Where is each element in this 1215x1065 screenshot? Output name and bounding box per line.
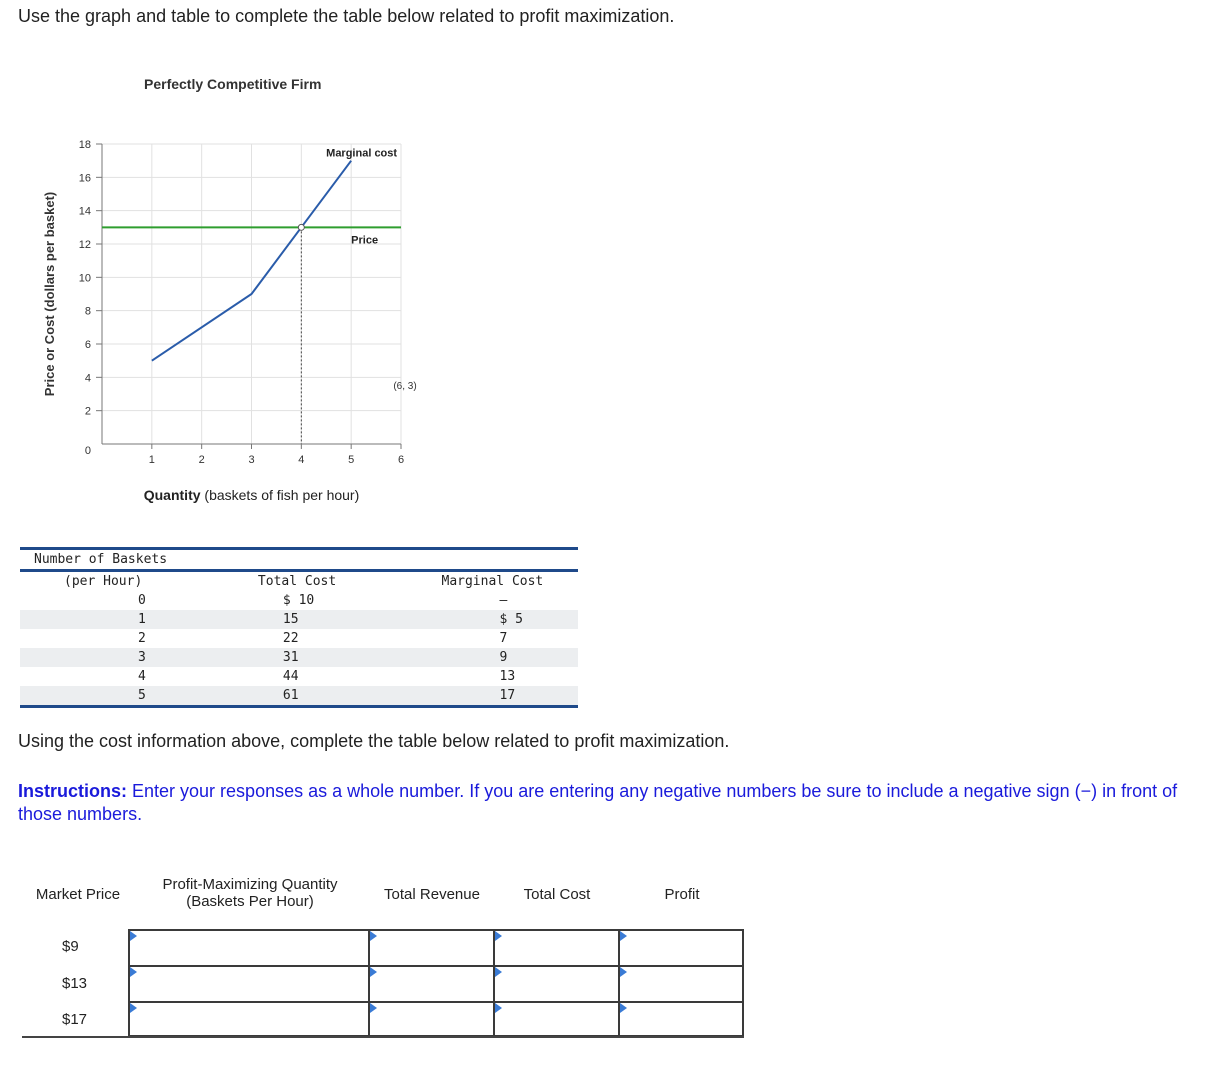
total-revenue-input-13[interactable]: [368, 965, 495, 1003]
table-row: [20, 629, 578, 648]
cell-qty: 0: [138, 593, 146, 608]
header-market-price: Market Price: [35, 886, 121, 903]
cell-tc: $ 10: [282, 593, 315, 608]
header-total-cost: Total Cost: [257, 574, 337, 589]
cost-table: [20, 547, 578, 708]
instructions: [18, 780, 1198, 826]
cell-qty: 3: [138, 650, 146, 665]
header-profit: Profit: [664, 886, 700, 903]
cell-mc: 7: [499, 631, 508, 646]
quantity-input-17[interactable]: [128, 1001, 370, 1037]
table-row: [20, 667, 578, 686]
y-tick-label: 4: [84, 372, 91, 385]
cost-table-header-row-1: [20, 549, 578, 571]
quantity-input-13[interactable]: [128, 965, 370, 1003]
table-row: [20, 686, 578, 707]
dropdown-marker-icon: [130, 931, 137, 941]
quantity-input-9[interactable]: [128, 929, 370, 967]
cell-qty: 2: [138, 631, 146, 646]
dropdown-marker-icon: [620, 931, 627, 941]
y-tick-label: 10: [78, 272, 91, 285]
header-marginal-cost: Marginal Cost: [441, 574, 544, 589]
x-tick-label: 3: [248, 454, 255, 466]
total-cost-input-9[interactable]: [493, 929, 620, 967]
x-tick-label: 2: [198, 454, 205, 466]
x-tick-label: 1: [148, 454, 155, 466]
price-label: Price: [351, 234, 379, 247]
header-total-cost: Total Cost: [523, 886, 591, 903]
y-tick-label: 6: [84, 339, 91, 351]
intro-text: Use the graph and table to complete the table below related to profit maximization.: [18, 6, 675, 26]
header-qty-line2: (per Hour): [64, 574, 143, 589]
header-qty-line1: Number of Baskets: [34, 552, 168, 567]
x-tick-label: 6: [397, 454, 405, 466]
cell-tc: 22: [282, 631, 299, 646]
cell-mc: 13: [499, 669, 516, 684]
total-cost-input-17[interactable]: [493, 1001, 620, 1037]
chart-title: Perfectly Competitive Firm: [144, 76, 322, 92]
cell-tc: 44: [282, 669, 299, 684]
cell-tc: 61: [282, 688, 299, 703]
dropdown-marker-icon: [495, 967, 502, 977]
table-row: [20, 648, 578, 667]
price-label-13: $13: [62, 975, 88, 992]
intersection-point: [298, 224, 304, 230]
using-text: Using the cost information above, complete the table below related to profit maximization.: [18, 731, 730, 751]
cell-mc: —: [499, 593, 508, 608]
x-axis-label: [144, 487, 360, 503]
x-tick-label: 5: [348, 454, 355, 466]
y-tick-label: 8: [84, 305, 91, 318]
dropdown-marker-icon: [370, 1003, 377, 1013]
cell-qty: 1: [138, 612, 146, 627]
annotation-label: (6, 3): [393, 381, 417, 392]
x-axis-label-rest: (baskets of fish per hour): [200, 487, 360, 503]
profit-input-9[interactable]: [618, 929, 744, 967]
header-profit-max-qty: [130, 876, 370, 910]
dropdown-marker-icon: [130, 967, 137, 977]
table-row: [20, 610, 578, 629]
total-cost-input-13[interactable]: [493, 965, 620, 1003]
dropdown-marker-icon: [495, 1003, 502, 1013]
header-profit-max-qty-line2: (Baskets Per Hour): [186, 893, 314, 910]
x-tick-label: 4: [298, 454, 305, 466]
y-axis-label: Price or Cost (dollars per basket): [42, 191, 57, 397]
profit-input-17[interactable]: [618, 1001, 744, 1037]
y-tick-label: 12: [78, 239, 91, 251]
cell-mc: $ 5: [499, 612, 523, 627]
x-axis-label-bold: Quantity: [143, 487, 201, 503]
dropdown-marker-icon: [495, 931, 502, 941]
price-label-17: $17: [62, 1011, 88, 1028]
price-label-9: $9: [62, 938, 79, 955]
cost-table-header-row-2: [20, 571, 578, 592]
instructions-label: Instructions:: [18, 781, 128, 801]
header-total-revenue: Total Revenue: [384, 886, 480, 903]
y-tick-label: 0: [84, 445, 91, 457]
dropdown-marker-icon: [620, 967, 627, 977]
y-tick-label: 18: [78, 139, 91, 151]
header-profit-max-qty-line1: Profit-Maximizing Quantity: [162, 876, 338, 893]
cell-tc: 31: [282, 650, 299, 665]
instructions-text: Enter your responses as a whole number. If you are entering any negative numbers be sure to include a negative sign (−) in front of those numbers.: [18, 781, 1178, 824]
total-revenue-input-17[interactable]: [368, 1001, 495, 1037]
marginal-cost-label: Marginal cost: [326, 147, 398, 160]
chart: [0, 0, 460, 520]
y-tick-label: 14: [78, 205, 91, 218]
y-tick-label: 16: [78, 172, 91, 185]
y-tick-label: 2: [84, 405, 91, 418]
cell-mc: 17: [499, 688, 516, 703]
dropdown-marker-icon: [370, 931, 377, 941]
cell-tc: 15: [282, 612, 299, 627]
dropdown-marker-icon: [620, 1003, 627, 1013]
total-revenue-input-9[interactable]: [368, 929, 495, 967]
table-bottom-rule: [22, 1036, 744, 1038]
dropdown-marker-icon: [370, 967, 377, 977]
profit-input-13[interactable]: [618, 965, 744, 1003]
cell-qty: 5: [138, 688, 146, 703]
dropdown-marker-icon: [130, 1003, 137, 1013]
cell-qty: 4: [138, 669, 146, 684]
table-row: [20, 591, 578, 610]
cell-mc: 9: [499, 650, 508, 665]
